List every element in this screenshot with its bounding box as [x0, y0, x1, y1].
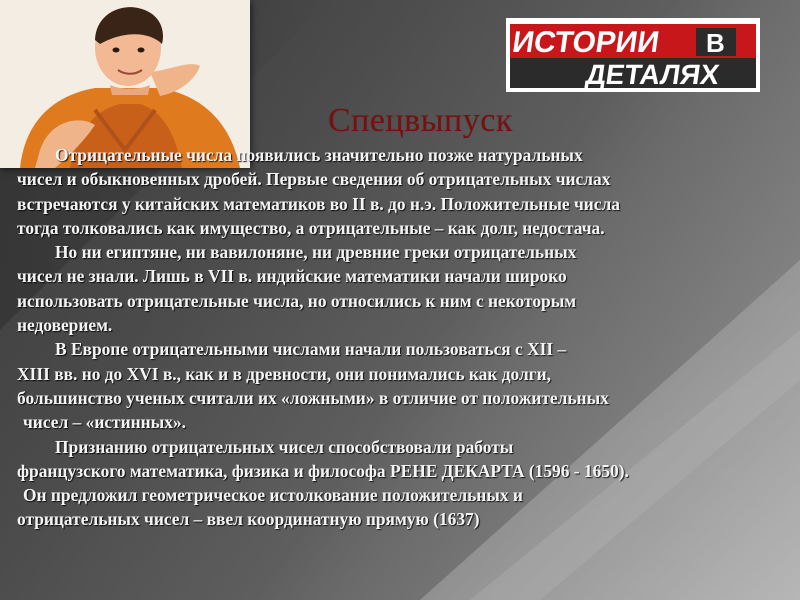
text-line: В Европе отрицательными числами начали пользоваться с XII – [55, 339, 567, 360]
text-line: Но ни египтяне, ни вавилоняне, ни древние греки отрицательных [55, 242, 577, 263]
text-line: встречаются у китайских математиков во II в. до н.э. Положительные числа [17, 193, 620, 214]
text-line: недоверием. [17, 315, 113, 336]
paragraph-3 [17, 337, 797, 434]
logo-line1: ИСТОРИИ [510, 26, 662, 59]
text-line: использовать отрицательные числа, но относились к ним с некоторым [17, 290, 577, 311]
text-line: французского математика, физика и философа РЕНЕ ДЕКАРТА (1596 - 1650). [17, 460, 629, 481]
paragraph-2 [17, 240, 797, 337]
logo-line1-suffix: В [706, 28, 725, 58]
text-line: отрицательных чисел – ввел координатную прямую (1637) [17, 509, 480, 530]
text-line: чисел и обыкновенных дробей. Первые сведения об отрицательных числах [17, 169, 611, 190]
text-line: чисел не знали. Лишь в VII в. индийские математики начали широко [17, 266, 567, 287]
text-line: Он предложил геометрическое истолкование положительных и [23, 485, 523, 506]
body-text [17, 143, 797, 532]
text-line: чисел – «истинных». [23, 412, 186, 433]
text-line: большинство ученых считали их «ложными» в отличие от положительных [17, 387, 609, 408]
paragraph-1 [17, 143, 797, 240]
logo-line2: ДЕТАЛЯХ [583, 59, 722, 90]
text-line: XIII вв. но до XVI в., как и в древности, они понимались как долги, [17, 363, 552, 384]
text-line: тогда толковались как имущество, а отрицательные – как долг, недостача. [17, 217, 605, 238]
text-line: Признанию отрицательных чисел способствовали работы [55, 436, 514, 457]
text-line: Отрицательные числа появились значительно позже натуральных [55, 145, 583, 165]
paragraph-4 [17, 435, 797, 532]
show-logo [506, 18, 760, 92]
slide-title: Спецвыпуск [328, 102, 513, 139]
